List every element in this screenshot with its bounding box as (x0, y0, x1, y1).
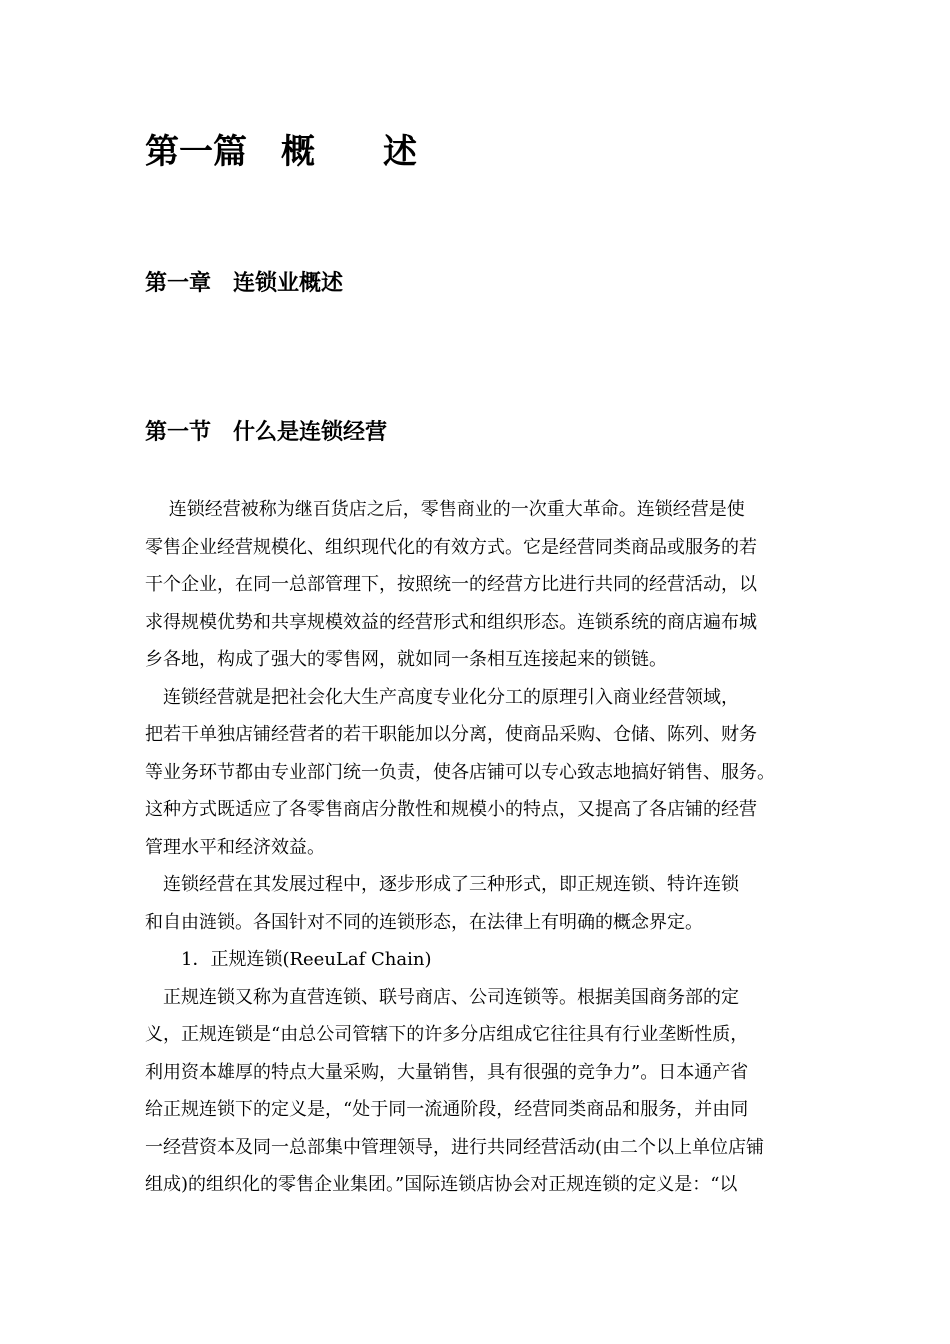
chapter-title: 第一章 连锁业概述 (145, 271, 344, 296)
text-line: 等业务环节都由专业部门统一负责，使各店铺可以专心致志地搞好销售、服务。 (145, 761, 775, 783)
text-line: 给正规连锁下的定义是，“处于同一流通阶段，经营同类商品和服务，并由同 (145, 1099, 749, 1120)
list-item-heading: 1．正规连锁(ReeuLaf Chain) (145, 949, 432, 970)
text-line: 干个企业，在同一总部管理下，按照统一的经营方比进行共同的经营活动，以 (145, 574, 757, 595)
text-line: 零售企业经营规模化、组织现代化的有效方式。它是经营同类商品或服务的若 (145, 536, 757, 558)
body-text (145, 491, 825, 1204)
text-line: 这种方式既适应了各零售商店分散性和规模小的特点，又提高了各店铺的经营 (145, 799, 757, 820)
text-line: 连锁经营在其发展过程中，逐步形成了三种形式，即正规连锁、特许连锁 (145, 874, 739, 895)
text-line: 连锁经营被称为继百货店之后，零售商业的一次重大革命。连锁经营是使 (145, 499, 745, 520)
text-line: 利用资本雄厚的特点大量采购，大量销售，具有很强的竞争力”。日本通产省 (145, 1061, 749, 1083)
text-line: 组成)的组织化的零售企业集团。”国际连锁店协会对正规连锁的定义是：“以 (145, 1174, 738, 1195)
part-title: 第一篇 概 述 (145, 132, 417, 172)
text-line: 乡各地，构成了强大的零售网，就如同一条相互连接起来的锁链。 (145, 649, 667, 670)
text-line: 和自由涟锁。各国针对不同的连锁形态，在法律上有明确的概念界定。 (145, 911, 703, 933)
text-line: 求得规模优势和共享规模效益的经营形式和组织形态。连锁系统的商店遍布城 (145, 611, 757, 633)
text-line: 一经营资本及同一总部集中管理领导，进行共同经营活动(由二个以上单位店铺 (145, 1136, 765, 1158)
text-line: 正规连锁又称为直营连锁、联号商店、公司连锁等。根据美国商务部的定 (145, 986, 739, 1008)
text-line: 管理水平和经济效益。 (145, 836, 325, 858)
text-line: 连锁经营就是把社会化大生产高度专业化分工的原理引入商业经营领域， (145, 686, 739, 708)
section-title: 第一节 什么是连锁经营 (145, 420, 388, 445)
text-line: 义，正规连锁是“由总公司管辖下的许多分店组成它往往具有行业垄断性质， (145, 1024, 749, 1045)
text-line: 把若干单独店铺经营者的若干职能加以分离，使商品采购、仓储、陈列、财务 (145, 724, 757, 745)
